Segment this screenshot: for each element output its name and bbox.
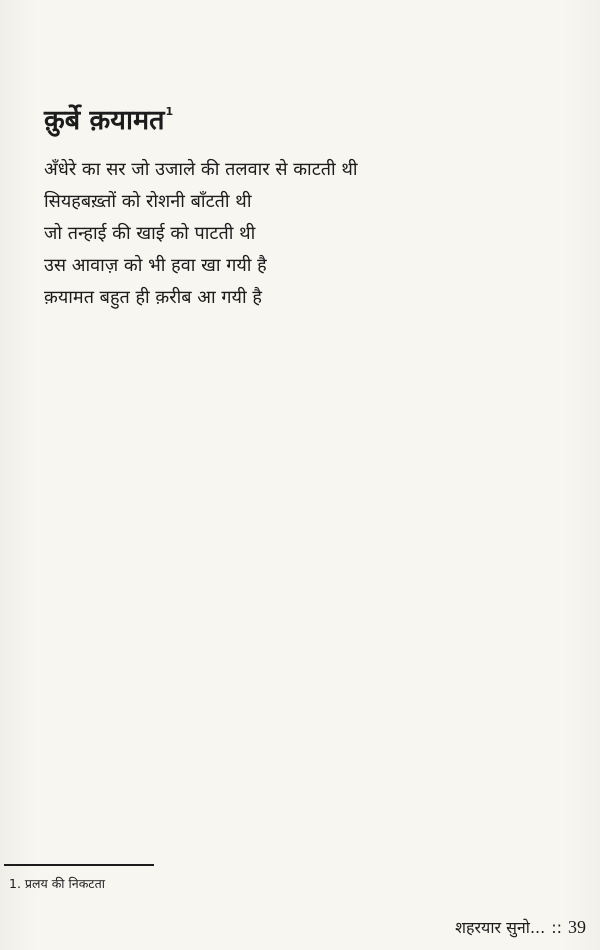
running-footer <box>455 915 586 940</box>
footer-separator: :: <box>551 918 562 937</box>
footnote-text: 1. प्रलय की निकटता <box>9 876 105 891</box>
page-number: 39 <box>568 917 586 937</box>
poem-line: अँधेरे का सर जो उजाले की तलवार से काटती थी <box>44 159 358 180</box>
poem-title-text: क़ुर्बे क़यामत <box>44 105 165 137</box>
footnote-divider <box>4 864 154 866</box>
poem-line: उस आवाज़ को भी हवा खा गयी है <box>44 255 267 276</box>
poem-title <box>44 96 173 141</box>
footnote-marker: 1 <box>165 105 174 119</box>
poem-line: सियहबख़्तों को रोशनी बाँटती थी <box>44 191 252 212</box>
footer-book-title: शहरयार सुनो... <box>455 918 546 937</box>
poem-body <box>44 154 358 314</box>
poem-line: क़यामत बहुत ही क़रीब आ गयी है <box>44 287 262 308</box>
poem-line: जो तन्हाई की खाई को पाटती थी <box>44 223 256 244</box>
